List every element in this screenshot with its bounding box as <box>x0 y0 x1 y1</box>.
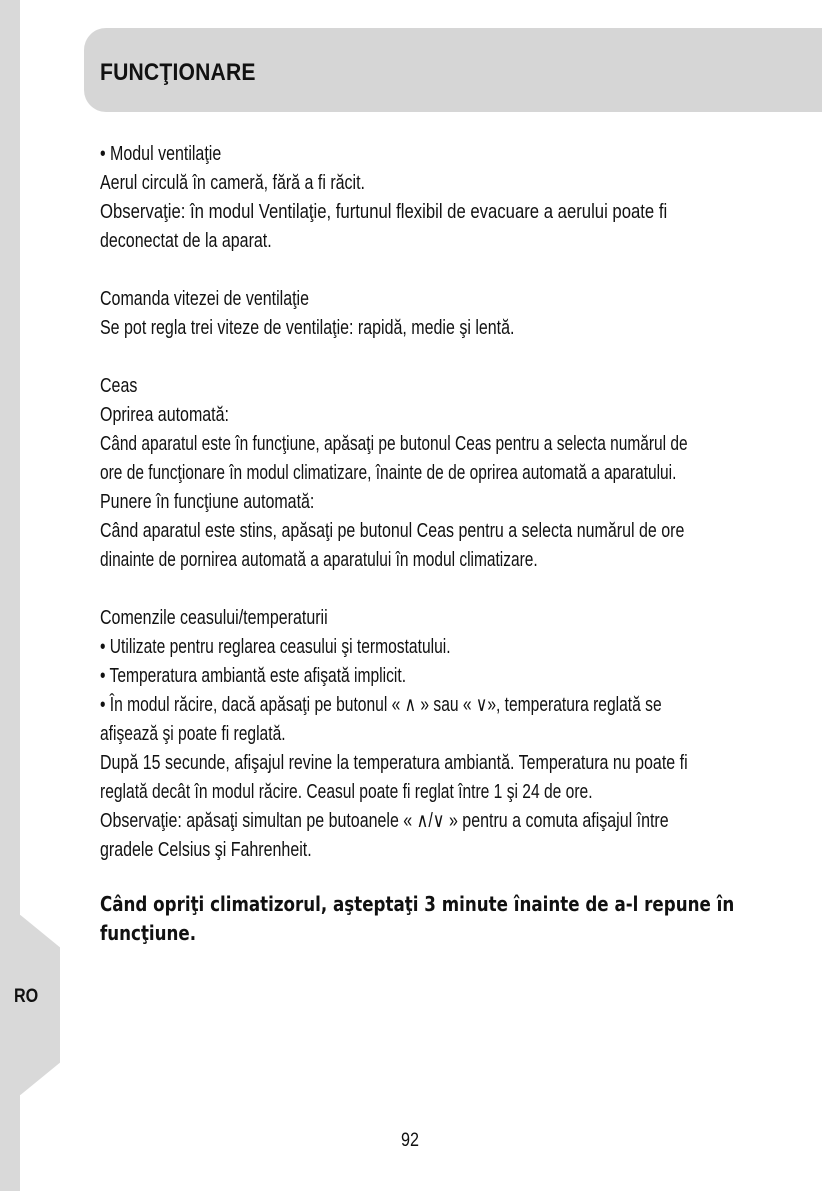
body-line: Oprirea automată: <box>100 404 229 426</box>
body-line: deconectat de la aparat. <box>100 230 272 252</box>
body-line: • În modul răcire, dacă apăsaţi pe butonul « ∧ » sau « ∨», temperatura reglată se <box>100 694 662 716</box>
body-line: Observaţie: în modul Ventilaţie, furtunul flexibil de evacuare a aerului poate fi <box>100 201 668 223</box>
body-line: După 15 secunde, afişajul revine la temperatura ambiantă. Temperatura nu poate fi <box>100 752 688 774</box>
warning-line: funcţiune. <box>100 921 197 945</box>
body-line: Observaţie: apăsaţi simultan pe butoanele « ∧/∨ » pentru a comuta afişajul între <box>100 810 669 832</box>
body-line: gradele Celsius şi Fahrenheit. <box>100 839 312 861</box>
body-line: Comenzile ceasului/temperaturii <box>100 607 328 629</box>
language-label: RO <box>14 986 39 1007</box>
body-line: reglată decât în modul răcire. Ceasul poate fi reglat între 1 şi 24 de ore. <box>100 781 593 803</box>
body-line: Comanda vitezei de ventilaţie <box>100 288 310 310</box>
body-line: • Temperatura ambiantă este afişată implicit. <box>100 665 407 687</box>
body-line: Când aparatul este în funcţiune, apăsaţi pe butonul Ceas pentru a selecta numărul de <box>100 433 688 455</box>
body-line: • Utilizate pentru reglarea ceasului şi termostatului. <box>100 636 451 658</box>
body-line: • Modul ventilaţie <box>100 143 222 165</box>
body-line: Aerul circulă în cameră, fără a fi răcit. <box>100 172 365 194</box>
body-line: Se pot regla trei viteze de ventilaţie: rapidă, medie şi lentă. <box>100 317 515 339</box>
body-line: Când aparatul este stins, apăsaţi pe butonul Ceas pentru a selecta numărul de ore <box>100 520 685 542</box>
section-title: FUNCŢIONARE <box>100 59 256 86</box>
page-number: 92 <box>401 1130 419 1151</box>
body-line: dinainte de pornirea automată a aparatului în modul climatizare. <box>100 549 538 571</box>
warning-line: Când opriţi climatizorul, aşteptaţi 3 minute înainte de a-l repune în <box>100 892 735 916</box>
body-line: ore de funcţionare în modul climatizare, înainte de de oprirea automată a aparatului. <box>100 462 677 484</box>
body-line: afişează şi poate fi reglată. <box>100 723 286 745</box>
body-line: Punere în funcţiune automată: <box>100 491 315 513</box>
body-line: Ceas <box>100 375 138 397</box>
